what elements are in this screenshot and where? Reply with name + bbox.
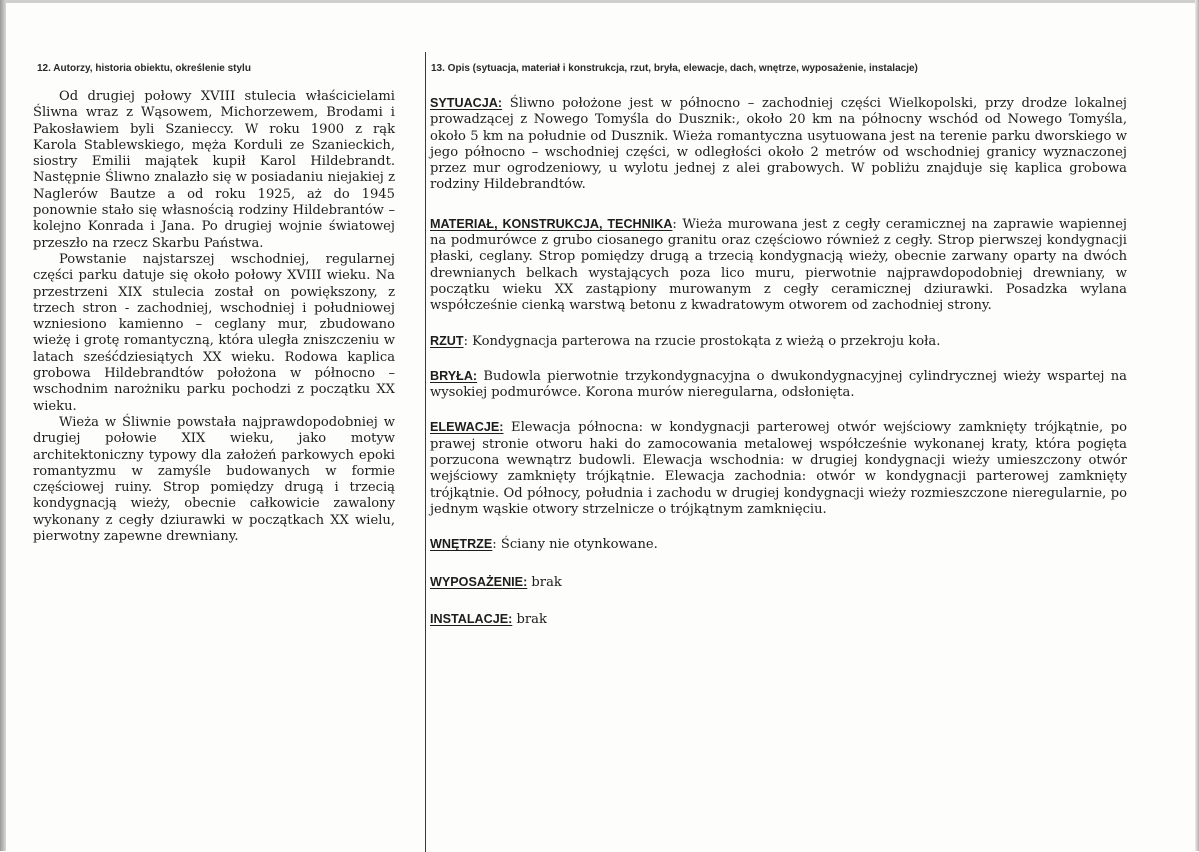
material-text: Wieża murowana jest z cegły ceramicznej na zaprawie wapiennej na podmurówce z grubo ciosanego granitu oraz częściowo również z cegły. Strop pierwszej kondygnacji płaski, ceglany. Strop pomiędzy drugą a trzecią kondygnacją wieży, obecnie zarwany oparty na dwóch drewnianych belkach wystających poza lico muru, pierwotnie najprawdopodobniej drewniany, w początku wieku XX zastąpiony murowanym z cegły ceramicznej dziurawki. Posadzka wylana współcześnie cienką warstwą betonu z kwadratowym otworem od zachodniej strony.	[430, 216, 1127, 314]
material-colon: :	[672, 216, 677, 232]
wnetrze-colon: :	[492, 537, 497, 553]
material-label: MATERIAŁ, KONSTRUKCJA, TECHNIKA	[430, 216, 673, 231]
material-section	[430, 216, 1127, 315]
section-12-header: 12. Autorzy, historia obiektu, określenie stylu	[37, 63, 251, 74]
rzut-label: RZUT	[430, 333, 464, 348]
elewacje-text: Elewacja północna: w kondygnacji parterowej otwór wejściowy zamknięty trójkątnie, po prawej stronie otworu haki do zamocowania metalowej współcześnie wykonanej kraty, która pogięta porzucona wewnątrz budowli. Elewacja wschodnia: w drugiej kondygnacji wieży umieszczony otwór wejściowy zamknięty trójkątnie. Elewacja zachodnia: otwór w kondygnacji parterowej zamknięty trójkątnie. Od północy, południa i zachodu w drugiej kondygnacji wieży rozmieszczone nieregularnie, po jednym wąskie otwory strzelnicze o trójkątnym zamknięciu.	[430, 420, 1127, 517]
section-13-header: 13. Opis (sytuacja, materiał i konstrukcja, rzut, bryła, elewacje, dach, wnętrze, wyposażenie, instalacje)	[431, 63, 918, 74]
bryla-label: BRYŁA:	[430, 368, 478, 383]
history-column	[33, 89, 395, 545]
wnetrze-label: WNĘTRZE	[430, 537, 493, 552]
sytuacja-label: SYTUACJA:	[430, 96, 503, 110]
elewacje-label: ELEWACJE:	[430, 420, 504, 435]
column-divider	[425, 52, 426, 852]
wnetrze-section	[430, 536, 1127, 553]
rzut-section	[430, 333, 1127, 350]
scan-edge-right	[1195, 0, 1199, 851]
history-paragraph: Od drugiej połowy XVIII stulecia właścicielami Śliwna wraz z Wąsowem, Michorzewem, Brodami i Pakosławiem byli Szanieccy. W roku 1900 z rąk Karola Stablewskiego, męża Korduli ze Szanieckich, siostry Emilii majątek kupił Karol Hildebrandt. Następnie Śliwno znalazło się w posiadaniu niejakiej z Naglerów Bautze a od roku 1925, aż do 1945 ponownie stało się własnością rodziny Hildebrantów – kolejno Konrada i Jana. Po drugiej wojnie światowej przeszło na rzecz Skarbu Państwa.	[33, 89, 395, 251]
instalacje-label: INSTALACJE:	[430, 611, 513, 626]
wnetrze-text: Ściany nie otynkowane.	[496, 537, 658, 553]
wyposazenie-section	[430, 574, 1127, 591]
rzut-colon: :	[463, 333, 468, 349]
instalacje-section	[430, 611, 1127, 628]
sytuacja-section	[430, 95, 1127, 194]
wyposazenie-label: WYPOSAŻENIE:	[430, 574, 528, 589]
scan-edge-top	[0, 0, 1199, 3]
instalacje-text: brak	[512, 611, 547, 627]
history-paragraph: Wieża w Śliwnie powstała najprawdopodobniej w drugiej połowie XIX wieku, jako motyw architektoniczny typowy dla założeń parkowych epoki romantyzmu w zamyśle budowanych w formie częściowej ruiny. Strop pomiędzy drugą i trzecią kondygnacją wieży, obecnie całkowicie zawalony wykonany z cegły dziurawki w początkach XX wielu, pierwotny zapewne drewniany.	[33, 414, 395, 545]
bryla-text: Budowla pierwotnie trzykondygnacyjna o dwukondygnacyjnej cylindrycznej wieży wspartej na wysokiej podmurówce. Korona murów nieregularna, odsłonięta.	[430, 368, 1127, 401]
bryla-section	[430, 368, 1127, 402]
elewacje-section	[430, 419, 1127, 518]
description-column	[430, 95, 1127, 628]
scan-edge-left	[0, 0, 6, 851]
wyposazenie-text: brak	[527, 574, 562, 590]
sytuacja-text: Śliwno położone jest w północno – zachodniej części Wielkopolski, przy drodze lokalnej prowadzącej z Nowego Tomyśla do Dusznik:, około 20 km na północny wschód od Nowego Tomyśla, około 5 km na południe od Dusznik. Wieża romantyczna usytuowana jest na terenie parku dworskiego w jego północno – wschodniej części, w odległości około 2 metrów od wschodniej granicy wyznaczonej przez mur ogrodzeniowy, u wylotu jednej z alei grabowych. W pobliżu znajduje się kaplica grobowa rodziny Hildebrandtów.	[430, 96, 1127, 193]
rzut-text: Kondygnacja parterowa na rzucie prostokąta z wieżą o przekroju koła.	[468, 333, 941, 349]
history-paragraph: Powstanie najstarszej wschodniej, regularnej części parku datuje się około połowy XVIII wieku. Na przestrzeni XIX stulecia został on powiększony, z trzech stron - zachodniej, wschodniej i południowej wzniesiono kamienno – ceglany mur, zbudowano wieżę i grotę romantyczną, która uległa zniszczeniu w latach sześćdziesiątych XX wieku. Rodowa kaplica grobowa Hildebrandtów położona w północno – wschodnim narożniku parku pochodzi z początku XX wieku.	[33, 251, 395, 414]
